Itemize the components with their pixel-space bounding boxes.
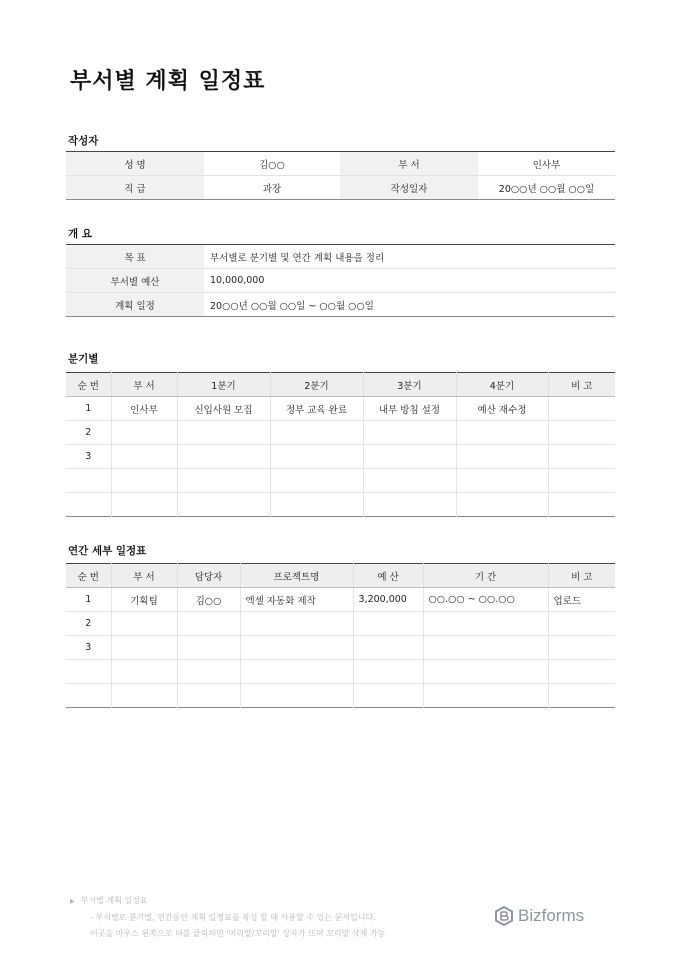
logo-text: Bizforms — [518, 906, 585, 925]
table-cell — [548, 421, 615, 445]
table-cell — [270, 469, 363, 493]
rank-label: 직 급 — [66, 176, 204, 200]
table-cell — [456, 421, 548, 445]
footer-title: 부서별 계획 일정표 — [80, 896, 148, 905]
document-title: 부서별 계획 일정표 — [70, 69, 266, 94]
footer-instruction: 이곳을 마우스 왼쪽으로 더블 클릭하면 '머리말/꼬리말' 상자가 뜨며 꼬리말 삭제 가능 — [90, 929, 386, 938]
table-cell — [66, 469, 111, 493]
goal-label: 목 표 — [66, 245, 204, 269]
table-cell — [548, 493, 615, 517]
date-label: 작성일자 — [340, 176, 478, 200]
table-cell — [240, 636, 353, 660]
col-header-no: 순 번 — [66, 564, 111, 588]
table-row — [66, 445, 615, 469]
name-value: 김○○ — [204, 152, 340, 176]
table-cell — [353, 660, 423, 684]
budget-label: 부서별 예산 — [66, 269, 204, 293]
table-cell: 1 — [66, 588, 111, 612]
overview-row — [66, 245, 615, 269]
date-value: 20○○년 ○○월 ○○일 — [498, 183, 595, 195]
table-cell — [111, 493, 177, 517]
overview-section-label: 개 요 — [68, 228, 92, 240]
table-cell — [548, 469, 615, 493]
table-cell: 업로드 — [548, 588, 615, 612]
table-cell — [177, 421, 270, 445]
table-cell: 김○○ — [177, 588, 240, 612]
author-row — [66, 176, 615, 200]
table-cell — [111, 421, 177, 445]
table-cell — [456, 469, 548, 493]
table-cell — [423, 660, 548, 684]
overview-table — [66, 244, 615, 317]
annual-table — [66, 563, 615, 708]
col-header-note: 비 고 — [548, 564, 615, 588]
department-label: 부 서 — [340, 152, 478, 176]
table-cell — [177, 445, 270, 469]
table-cell — [270, 445, 363, 469]
table-cell — [177, 636, 240, 660]
table-row — [66, 660, 615, 684]
schedule-value: 20○○년 ○○월 ○○일 ~ ○○월 ○○일 — [210, 300, 374, 312]
table-row — [66, 493, 615, 517]
quarterly-header-row — [66, 373, 615, 397]
table-cell — [270, 493, 363, 517]
footer-note — [70, 893, 385, 942]
table-row — [66, 397, 615, 421]
table-row — [66, 684, 615, 708]
name-label: 성 명 — [66, 152, 204, 176]
budget-value: 10,000,000 — [204, 269, 615, 293]
table-cell — [548, 684, 615, 708]
table-cell — [423, 636, 548, 660]
table-cell: 정부 교육 완료 — [270, 397, 363, 421]
annual-header-row — [66, 564, 615, 588]
table-cell — [66, 493, 111, 517]
overview-row — [66, 293, 615, 317]
table-cell — [353, 612, 423, 636]
table-cell: 3 — [66, 445, 111, 469]
table-cell: 3 — [66, 636, 111, 660]
table-cell — [363, 445, 456, 469]
col-header-manager: 담당자 — [177, 564, 240, 588]
table-cell: ○○.○○ ~ ○○.○○ — [423, 588, 548, 612]
table-cell — [177, 660, 240, 684]
table-row — [66, 469, 615, 493]
col-header-budget: 예 산 — [353, 564, 423, 588]
goal-value: 부서별로 분기별 및 연간 계획 내용을 정리 — [204, 245, 615, 269]
department-value: 인사부 — [478, 152, 615, 176]
table-cell: 엑셀 자동화 제작 — [240, 588, 353, 612]
table-cell — [363, 421, 456, 445]
quarterly-table — [66, 372, 615, 517]
col-header-project: 프로젝트명 — [240, 564, 353, 588]
table-cell — [363, 469, 456, 493]
table-cell — [548, 397, 615, 421]
col-header-department: 부 서 — [111, 373, 177, 397]
table-cell — [270, 421, 363, 445]
table-cell — [111, 684, 177, 708]
author-row — [66, 152, 615, 176]
table-cell — [423, 684, 548, 708]
table-row — [66, 588, 615, 612]
col-header-q4: 4분기 — [456, 373, 548, 397]
table-cell: 2 — [66, 612, 111, 636]
schedule-label: 계획 일정 — [66, 293, 204, 317]
table-row — [66, 612, 615, 636]
table-cell: 1 — [66, 397, 111, 421]
table-row — [66, 421, 615, 445]
table-cell — [240, 660, 353, 684]
table-cell — [423, 612, 548, 636]
table-cell — [177, 493, 270, 517]
table-cell — [353, 684, 423, 708]
table-row — [66, 636, 615, 660]
bizforms-logo-icon — [494, 906, 514, 926]
bizforms-logo — [494, 906, 584, 926]
table-cell: 기획팀 — [111, 588, 177, 612]
table-cell: 인사부 — [111, 397, 177, 421]
table-cell — [240, 612, 353, 636]
table-cell — [111, 612, 177, 636]
table-cell: 2 — [66, 421, 111, 445]
col-header-q1: 1분기 — [177, 373, 270, 397]
table-cell — [456, 493, 548, 517]
col-header-q3: 3분기 — [363, 373, 456, 397]
table-cell — [363, 493, 456, 517]
table-cell — [240, 684, 353, 708]
col-header-q2: 2분기 — [270, 373, 363, 397]
table-cell — [548, 660, 615, 684]
table-cell — [66, 660, 111, 684]
col-header-period: 기 간 — [423, 564, 548, 588]
table-cell — [177, 684, 240, 708]
table-cell — [177, 612, 240, 636]
table-cell — [353, 636, 423, 660]
table-cell — [66, 684, 111, 708]
table-cell: 신입사원 모집 — [177, 397, 270, 421]
table-cell — [548, 445, 615, 469]
table-cell — [548, 636, 615, 660]
table-cell: 3,200,000 — [353, 588, 423, 612]
annual-section-label: 연간 세부 일정표 — [68, 545, 147, 557]
footer-description: - 부서별로 분기별, 연간동안 계획 일정표를 작성 할 때 사용할 수 있는 문서입니다. — [90, 913, 376, 922]
rank-value: 과장 — [262, 183, 282, 195]
table-cell — [111, 445, 177, 469]
author-section-label: 작성자 — [68, 135, 99, 147]
table-cell — [111, 469, 177, 493]
author-table — [66, 151, 615, 200]
overview-row — [66, 269, 615, 293]
triangle-bullet-icon: ▶ — [70, 898, 75, 905]
table-cell — [456, 445, 548, 469]
table-cell: 내부 방침 설정 — [363, 397, 456, 421]
table-cell — [548, 612, 615, 636]
col-header-note: 비 고 — [548, 373, 615, 397]
table-cell: 예산 재수정 — [456, 397, 548, 421]
table-cell — [177, 469, 270, 493]
col-header-no: 순 번 — [66, 373, 111, 397]
col-header-department: 부 서 — [111, 564, 177, 588]
table-cell — [111, 660, 177, 684]
table-cell — [111, 636, 177, 660]
quarterly-section-label: 분기별 — [68, 353, 99, 365]
